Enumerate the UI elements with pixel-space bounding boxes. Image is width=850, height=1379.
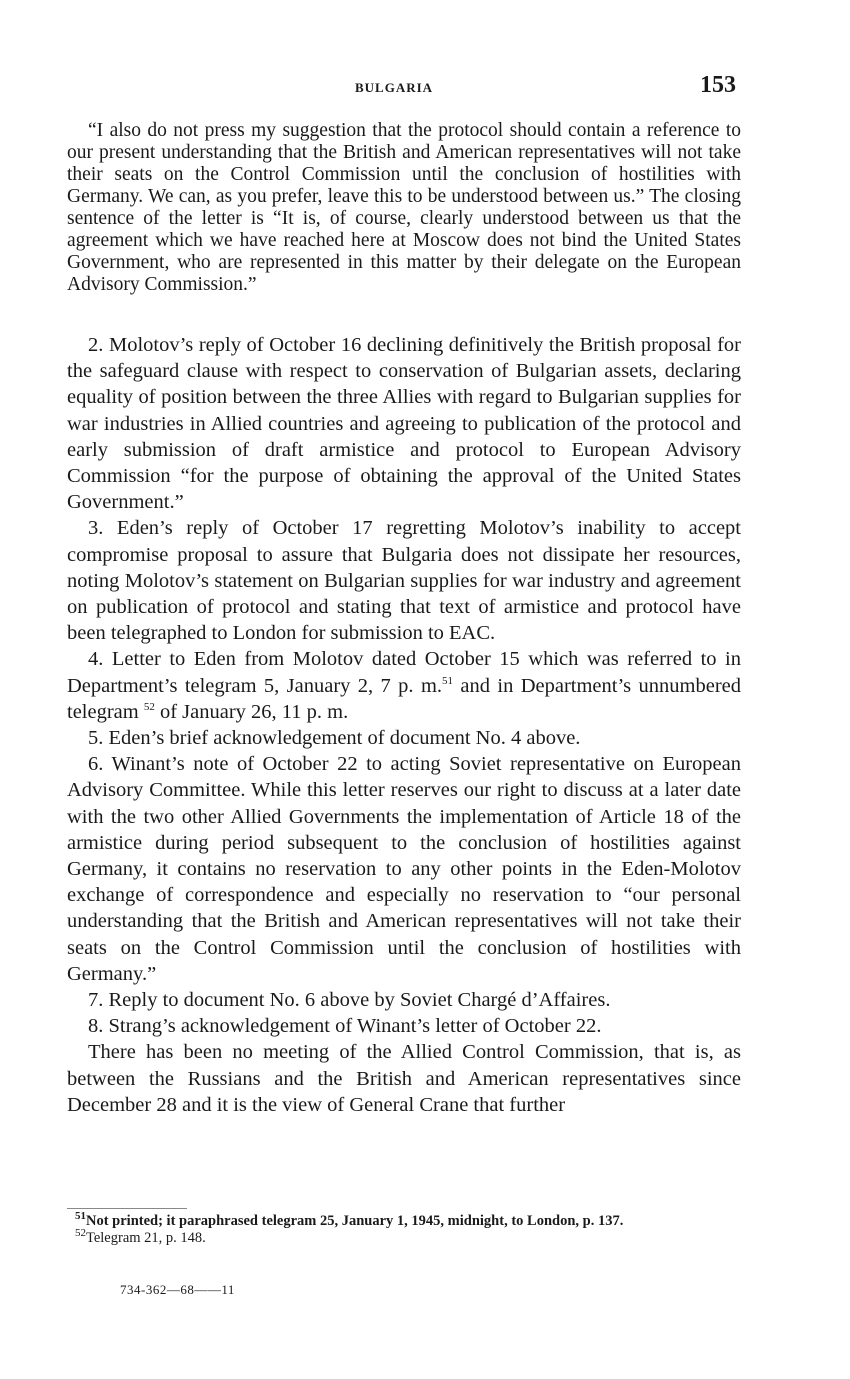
item-4-text-c: of January 26, 11 p. m. — [154, 700, 349, 723]
footnote-ref-52: 52 — [143, 701, 155, 714]
body-text — [67, 332, 741, 1118]
page-number: 153 — [700, 72, 736, 98]
quote-paragraph: “I also do not press my suggestion that the protocol should contain a reference to our present understanding that the British and American representatives will not take their seats on the Control Commission until the conclusion of hostilities with Germany. We can, as you prefer, leave this to be understood between us.” The closing sentence of the letter is “It is, of course, clearly understood between us that the agreement which we have reached here at Moscow does not bind the United States Government, who are represented in this matter by their delegate on the European Advisory Commission.” — [67, 120, 741, 295]
paragraph-item-5: 5. Eden’s brief acknowledgement of document No. 4 above. — [88, 727, 581, 750]
paragraph-item-3: 3. Eden’s reply of October 17 regretting Molotov’s inability to accept compromise proposal to assure that Bulgaria does not dissipate her resources, noting Molotov’s statement on Bulgarian supplies for war industry and agreement on publication of protocol and stating that text of armistice and protocol have been telegraphed to London for submission to EAC. — [67, 517, 741, 645]
footnote-51-mark: 51 — [75, 1210, 86, 1223]
item-4-text-b: and in Department’s unnumbered telegram — [67, 674, 741, 723]
footnote-52-text: Telegram 21, p. 148. — [86, 1229, 206, 1246]
paragraph-item-6: 6. Winant’s note of October 22 to acting Soviet representative on European Advisory Committee. While this letter reserves our right to discuss at a later date with the two other Allied Governments the implementation of Article 18 of the armistice during period subsequent to the conclusion of hostilities against Germany, it contains no reservation to any other points in the Eden-Molotov exchange of correspondence and especially no reservation to “our personal understanding that the British and American representatives will not take their seats on the Control Commission until the conclusion of hostilities with Germany.” — [67, 753, 741, 985]
footnotes — [67, 1210, 741, 1246]
running-title: BULGARIA — [355, 80, 434, 95]
footnote-51 — [67, 1210, 741, 1230]
printer-code: 734-362—68——11 — [120, 1282, 235, 1297]
paragraph-item-8: 8. Strang’s acknowledgement of Winant’s letter of October 22. — [88, 1015, 602, 1038]
footnote-divider — [67, 1208, 187, 1209]
item-4-text-a: 4. Letter to Eden from Molotov dated October 15 which was referred to in Department’s telegram 5, January 2, 7 p. m. — [67, 648, 741, 697]
footnote-ref-51: 51 — [442, 674, 454, 687]
paragraph-item-4 — [67, 646, 741, 725]
paragraph-item-2: 2. Molotov’s reply of October 16 declining definitively the British proposal for the safeguard clause with respect to conservation of Bulgarian assets, declaring equality of position between the three Allies with regard to Bulgarian supplies for war industries in Allied countries and agreeing to publication of the protocol and early submission of draft armistice and protocol to European Advisory Commission “for the purpose of obtaining the approval of the United States Government.” — [67, 334, 741, 514]
footnote-52 — [67, 1226, 741, 1247]
paragraph-item-7: 7. Reply to document No. 6 above by Soviet Chargé d’Affaires. — [88, 989, 611, 1012]
footnote-51-text: Not printed; it paraphrased telegram 25, January 1, 1945, midnight, to London, p. 137. — [86, 1213, 624, 1229]
quote-block — [67, 120, 741, 296]
footnote-52-mark: 52 — [75, 1226, 86, 1239]
paragraph-closing: There has been no meeting of the Allied Control Commission, that is, as between the Russians and the British and American representatives since December 28 and it is the view of General Crane that further — [67, 1041, 741, 1116]
